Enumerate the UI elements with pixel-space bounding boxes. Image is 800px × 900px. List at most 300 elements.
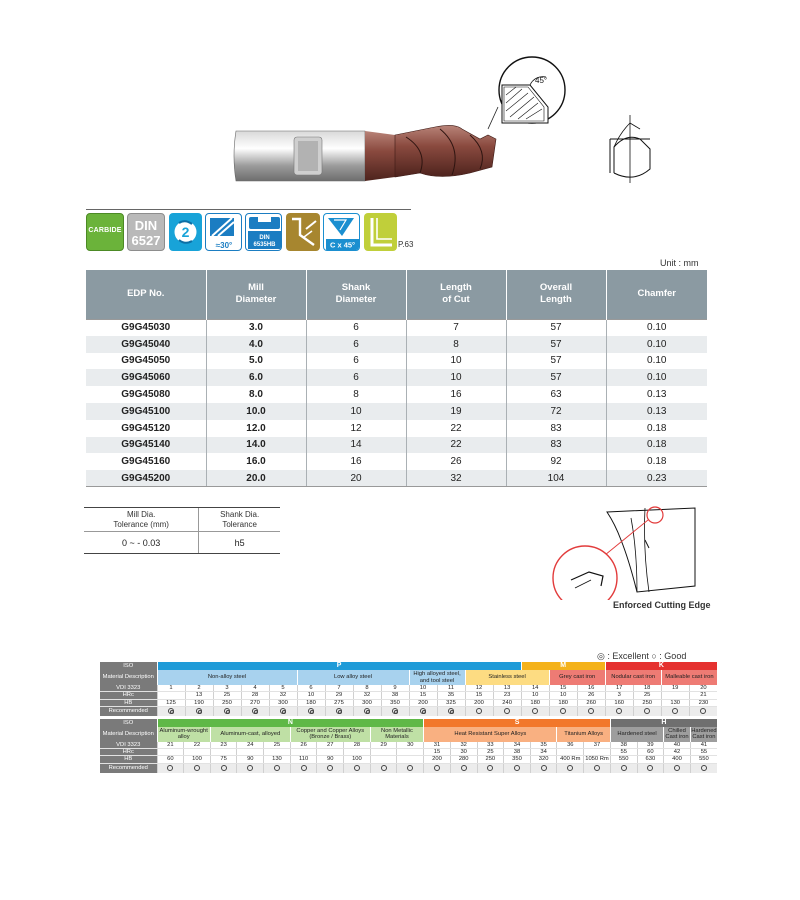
recommended-cell (213, 706, 241, 716)
overall-length-cell: 57 (506, 336, 606, 353)
hb-cell: 270 (241, 699, 269, 706)
material-group: Stainless steel (465, 670, 549, 685)
row-label-hrc: HRc (100, 692, 157, 699)
hrc-cell (370, 749, 397, 756)
hrc-cell: 28 (241, 692, 269, 699)
length-of-cut-cell: 8 (406, 336, 506, 353)
vdi-cell: 26 (290, 742, 317, 749)
length-of-cut-cell: 7 (406, 319, 506, 336)
row-label-desc: Material Description (100, 670, 157, 685)
shank-diameter-cell: 20 (306, 470, 406, 487)
material-group: Low alloy steel (297, 670, 409, 685)
edp-cell: G9G45080 (86, 386, 206, 403)
vdi-cell: 12 (465, 685, 493, 692)
hrc-cell: 3 (605, 692, 633, 699)
vdi-cell: 10 (409, 685, 437, 692)
hrc-cell: 15 (465, 692, 493, 699)
vdi-cell: 18 (633, 685, 661, 692)
feature-icon-strip (86, 213, 414, 253)
hb-cell: 630 (637, 756, 664, 763)
vdi-cell: 23 (210, 742, 237, 749)
recommended-cell (557, 763, 584, 773)
spec-header-row (86, 270, 707, 319)
material-group: Aluminum-cast, alloyed (210, 727, 290, 742)
hb-cell: 110 (290, 756, 317, 763)
vdi-cell: 25 (264, 742, 291, 749)
edp-cell: G9G45050 (86, 353, 206, 370)
recommended-cell (689, 706, 717, 716)
hb-cell: 250 (477, 756, 504, 763)
hb-cell (397, 756, 424, 763)
good-icon (701, 765, 707, 771)
hb-cell: 130 (661, 699, 689, 706)
hrc-cell (184, 749, 211, 756)
spec-table (86, 270, 707, 487)
recommended-cell (297, 706, 325, 716)
length-of-cut-cell: 22 (406, 420, 506, 437)
material-description-row (100, 727, 717, 742)
vdi-cell: 28 (344, 742, 371, 749)
hrc-cell: 35 (437, 692, 465, 699)
hrc-cell: 15 (424, 749, 451, 756)
din-6527-icon (127, 213, 165, 251)
hb-cell: 200 (409, 699, 437, 706)
good-icon (647, 765, 653, 771)
hb-cell: 200 (465, 699, 493, 706)
hb-cell: 75 (210, 756, 237, 763)
shank-dia-tolerance-value: h5 (199, 532, 280, 554)
vdi-cell: 3 (213, 685, 241, 692)
vdi-cell: 39 (637, 742, 664, 749)
vdi-cell: 16 (577, 685, 605, 692)
material-suitability-grid (100, 662, 717, 773)
recommended-cell (409, 706, 437, 716)
recommended-cell (269, 706, 297, 716)
recommendation-legend: ◎ : Excellent ○ : Good (597, 651, 687, 661)
hb-cell: 400 (664, 756, 691, 763)
length-of-cut-cell: 19 (406, 403, 506, 420)
hb-cell: 320 (530, 756, 557, 763)
recommended-cell (353, 706, 381, 716)
hb-cell: 160 (605, 699, 633, 706)
good-icon (487, 765, 493, 771)
good-icon (514, 765, 520, 771)
mill-diameter-cell: 12.0 (206, 420, 306, 437)
shank-dia-tolerance-header: Shank Dia. Tolerance (199, 508, 280, 532)
edp-cell: G9G45040 (86, 336, 206, 353)
mill-diameter-cell: 10.0 (206, 403, 306, 420)
vdi-cell: 24 (237, 742, 264, 749)
end-mill-illustration (230, 55, 680, 195)
good-icon (221, 765, 227, 771)
hrc-cell: 60 (637, 749, 664, 756)
material-description-row (100, 670, 717, 685)
unit-label: Unit : mm (660, 258, 699, 268)
row-label-hb: HB (100, 756, 157, 763)
mill-diameter-cell: 4.0 (206, 336, 306, 353)
vdi-cell: 5 (269, 685, 297, 692)
shank-diameter-cell: 8 (306, 386, 406, 403)
recommended-cell (637, 763, 664, 773)
hb-cell: 190 (185, 699, 213, 706)
header-edp: EDP No. (86, 270, 206, 319)
chamfer-cell: 0.23 (606, 470, 707, 487)
hrc-cell: 15 (409, 692, 437, 699)
material-group: Titanium Alloys (557, 727, 610, 742)
hrc-cell: 42 (664, 749, 691, 756)
hrc-cell (584, 749, 611, 756)
table-row (86, 437, 707, 454)
good-icon (301, 765, 307, 771)
good-icon (194, 765, 200, 771)
overall-length-cell: 83 (506, 420, 606, 437)
hb-cell: 300 (353, 699, 381, 706)
excellent-icon (448, 708, 454, 714)
chamfer-icon (323, 213, 360, 251)
edp-cell: G9G45200 (86, 470, 206, 487)
overall-length-cell: 92 (506, 453, 606, 470)
recommended-cell (344, 763, 371, 773)
hb-cell: 550 (610, 756, 637, 763)
hb-cell: 250 (213, 699, 241, 706)
flutes-count: 2 (181, 224, 190, 240)
hb-row (100, 699, 717, 706)
hrc-cell (237, 749, 264, 756)
excellent-icon (392, 708, 398, 714)
hb-cell: 280 (450, 756, 477, 763)
material-group: Chilled Cast iron (665, 728, 689, 741)
hb-cell: 300 (269, 699, 297, 706)
vdi-row (100, 685, 717, 692)
recommended-cell (690, 763, 717, 773)
edp-cell: G9G45140 (86, 437, 206, 454)
good-icon (674, 765, 680, 771)
vdi-cell: 34 (504, 742, 531, 749)
good-icon (644, 708, 650, 714)
row-label-rec: Recommended (100, 706, 157, 716)
vdi-cell: 33 (477, 742, 504, 749)
hrc-cell (157, 749, 184, 756)
hrc-cell: 38 (504, 749, 531, 756)
table-row (86, 420, 707, 437)
recommended-cell (477, 763, 504, 773)
hb-cell: 90 (317, 756, 344, 763)
cutting-edge-illustration (545, 500, 715, 600)
hrc-cell: 23 (493, 692, 521, 699)
hrc-cell (344, 749, 371, 756)
recommended-cell (157, 706, 185, 716)
hrc-cell: 25 (633, 692, 661, 699)
shank-diameter-cell: 6 (306, 353, 406, 370)
material-group: Grey cast iron (549, 670, 605, 685)
iso-group-k: K (605, 662, 717, 670)
length-of-cut-cell: 22 (406, 437, 506, 454)
row-label-hrc: HRc (100, 749, 157, 756)
iso-group-m: M (521, 662, 605, 670)
good-icon (434, 765, 440, 771)
recommended-cell (210, 763, 237, 773)
hrc-cell (317, 749, 344, 756)
material-table-top (100, 662, 717, 716)
mill-diameter-cell: 16.0 (206, 453, 306, 470)
excellent-icon (168, 708, 174, 714)
table-row (86, 319, 707, 336)
table-row (86, 403, 707, 420)
recommended-cell (530, 763, 557, 773)
hrc-cell: 10 (521, 692, 549, 699)
hb-cell: 90 (237, 756, 264, 763)
recommended-cell (317, 763, 344, 773)
mill-diameter-cell: 20.0 (206, 470, 306, 487)
carbide-icon (86, 213, 124, 251)
overall-length-cell: 104 (506, 470, 606, 487)
page-reference: P.63 (398, 240, 414, 249)
vdi-cell: 15 (549, 685, 577, 692)
iso-group-h: H (610, 719, 717, 727)
recommended-cell (397, 763, 424, 773)
mill-diameter-cell: 14.0 (206, 437, 306, 454)
material-table-bottom (100, 719, 717, 773)
shank-diameter-cell: 12 (306, 420, 406, 437)
hrc-cell: 29 (325, 692, 353, 699)
hrc-cell: 10 (549, 692, 577, 699)
vdi-cell: 14 (521, 685, 549, 692)
hb-row (100, 756, 717, 763)
vdi-cell: 32 (450, 742, 477, 749)
hb-cell: 350 (381, 699, 409, 706)
shank-diameter-cell: 14 (306, 437, 406, 454)
hb-cell (370, 756, 397, 763)
din-icon-label-2: 6527 (131, 233, 161, 248)
carbide-icon-label: CARBIDE (88, 227, 122, 234)
good-icon (588, 708, 594, 714)
hb-cell: 240 (493, 699, 521, 706)
table-row (86, 470, 707, 487)
hrc-row (100, 749, 717, 756)
material-group: High alloyed steel, and tool steel (409, 670, 465, 685)
good-icon (672, 708, 678, 714)
overall-length-cell: 83 (506, 437, 606, 454)
recommended-cell (237, 763, 264, 773)
vdi-row (100, 742, 717, 749)
vdi-cell: 6 (297, 685, 325, 692)
hb-cell: 325 (437, 699, 465, 706)
good-icon (354, 765, 360, 771)
excellent-icon (224, 708, 230, 714)
hrc-cell (210, 749, 237, 756)
length-of-cut-cell: 10 (406, 369, 506, 386)
vdi-cell: 41 (690, 742, 717, 749)
shank-label-1: DIN (259, 235, 270, 241)
good-icon (541, 765, 547, 771)
excellent-icon (420, 708, 426, 714)
recommended-cell (605, 706, 633, 716)
iso-row (100, 662, 717, 670)
recommended-cell (664, 763, 691, 773)
length-of-cut-cell: 32 (406, 470, 506, 487)
recommended-cell (325, 706, 353, 716)
row-label-hb: HB (100, 699, 157, 706)
helix-angle-icon (205, 213, 242, 251)
two-flutes-icon (169, 213, 202, 251)
center-cut-icon (286, 213, 320, 251)
recommended-cell (521, 706, 549, 716)
header-length-of-cut: Length of Cut (406, 270, 506, 319)
length-of-cut-cell: 26 (406, 453, 506, 470)
table-row (86, 353, 707, 370)
hrc-cell: 21 (689, 692, 717, 699)
chamfer-cell: 0.10 (606, 336, 707, 353)
header-mill-diameter: Mill Diameter (206, 270, 306, 319)
vdi-cell: 27 (317, 742, 344, 749)
edp-cell: G9G45100 (86, 403, 206, 420)
length-of-cut-cell: 16 (406, 386, 506, 403)
chamfer-cell: 0.13 (606, 386, 707, 403)
hb-cell: 400 Rm (557, 756, 584, 763)
hrc-cell: 34 (530, 749, 557, 756)
din-icon-label-1: DIN (134, 218, 158, 233)
hrc-cell: 38 (381, 692, 409, 699)
hb-cell: 550 (690, 756, 717, 763)
chamfer-cell: 0.10 (606, 319, 707, 336)
good-icon (621, 765, 627, 771)
hrc-cell (264, 749, 291, 756)
hb-cell: 125 (157, 699, 185, 706)
shank-diameter-cell: 10 (306, 403, 406, 420)
recommended-cell (633, 706, 661, 716)
hb-cell: 350 (504, 756, 531, 763)
corner-icon (364, 213, 397, 251)
mill-dia-tolerance-value: 0 ~ - 0.03 (84, 532, 199, 554)
hrc-cell: 26 (577, 692, 605, 699)
chamfer-cell: 0.18 (606, 453, 707, 470)
edp-cell: G9G45120 (86, 420, 206, 437)
shank-diameter-cell: 16 (306, 453, 406, 470)
vdi-cell: 35 (530, 742, 557, 749)
good-icon (700, 708, 706, 714)
table-row (86, 369, 707, 386)
material-group: Heat Resistant Super Alloys (424, 727, 557, 742)
recommended-cell (577, 706, 605, 716)
vdi-cell: 29 (370, 742, 397, 749)
mill-diameter-cell: 6.0 (206, 369, 306, 386)
chamfer-angle-label: 45° (535, 76, 548, 85)
vdi-cell: 1 (157, 685, 185, 692)
excellent-icon (364, 708, 370, 714)
excellent-icon (280, 708, 286, 714)
material-group: Aluminum-wrought alloy (157, 727, 210, 742)
vdi-cell: 38 (610, 742, 637, 749)
recommended-cell (465, 706, 493, 716)
row-label-iso: ISO (100, 662, 157, 670)
row-label-desc: Material Description (100, 727, 157, 742)
vdi-cell: 4 (241, 685, 269, 692)
hrc-cell: 32 (353, 692, 381, 699)
recommended-cell (184, 763, 211, 773)
hb-cell: 180 (297, 699, 325, 706)
table-row (86, 453, 707, 470)
chamfer-cell: 0.10 (606, 353, 707, 370)
recommended-cell (504, 763, 531, 773)
hb-cell: 180 (521, 699, 549, 706)
hb-cell: 275 (325, 699, 353, 706)
hb-cell: 100 (184, 756, 211, 763)
hrc-cell: 25 (213, 692, 241, 699)
hb-cell: 60 (157, 756, 184, 763)
vdi-cell: 9 (381, 685, 409, 692)
hb-cell: 130 (264, 756, 291, 763)
vdi-cell: 40 (664, 742, 691, 749)
recommended-cell (437, 706, 465, 716)
excellent-icon (308, 708, 314, 714)
overall-length-cell: 63 (506, 386, 606, 403)
hrc-cell: 55 (610, 749, 637, 756)
material-group: Hardened Cast iron (691, 728, 717, 741)
hb-cell: 230 (689, 699, 717, 706)
vdi-cell: 20 (689, 685, 717, 692)
recommended-cell (424, 763, 451, 773)
hb-cell: 260 (577, 699, 605, 706)
good-icon (274, 765, 280, 771)
vdi-cell: 31 (424, 742, 451, 749)
hrc-row (100, 692, 717, 699)
header-shank-diameter: Shank Diameter (306, 270, 406, 319)
recommended-cell (549, 706, 577, 716)
iso-row (100, 719, 717, 727)
hrc-cell: 55 (690, 749, 717, 756)
recommended-cell (493, 706, 521, 716)
row-label-rec: Recommended (100, 763, 157, 773)
chamfer-cell: 0.10 (606, 369, 707, 386)
hrc-cell (397, 749, 424, 756)
material-group: Copper and Copper Alloys (Bronze / Brass) (290, 727, 370, 742)
hb-cell: 100 (344, 756, 371, 763)
din-shank-icon (245, 213, 282, 251)
hrc-cell (557, 749, 584, 756)
length-of-cut-cell: 10 (406, 353, 506, 370)
material-group: Nodular cast iron (605, 670, 661, 685)
good-icon (504, 708, 510, 714)
mill-dia-tolerance-header: Mill Dia. Tolerance (mm) (84, 508, 199, 532)
good-icon (567, 765, 573, 771)
helix-angle-label: ≈30° (215, 241, 233, 250)
good-icon (532, 708, 538, 714)
header-chamfer: Chamfer (606, 270, 707, 319)
tolerance-table (84, 507, 280, 554)
vdi-cell: 22 (184, 742, 211, 749)
vdi-cell: 13 (493, 685, 521, 692)
recommended-cell (290, 763, 317, 773)
hb-cell: 200 (424, 756, 451, 763)
vdi-cell: 11 (437, 685, 465, 692)
hb-cell: 1050 Rm (585, 756, 609, 763)
vdi-cell: 21 (157, 742, 184, 749)
good-icon (461, 765, 467, 771)
vdi-cell: 7 (325, 685, 353, 692)
overall-length-cell: 57 (506, 369, 606, 386)
excellent-icon (252, 708, 258, 714)
shank-diameter-cell: 6 (306, 369, 406, 386)
hrc-cell (290, 749, 317, 756)
vdi-cell: 37 (584, 742, 611, 749)
material-group: Non-alloy steel (157, 670, 297, 685)
vdi-cell: 2 (185, 685, 213, 692)
recommended-cell (241, 706, 269, 716)
hrc-cell: 13 (185, 692, 213, 699)
overall-length-cell: 57 (506, 319, 606, 336)
iso-group-s: S (424, 719, 611, 727)
chamfer-cell: 0.13 (606, 403, 707, 420)
